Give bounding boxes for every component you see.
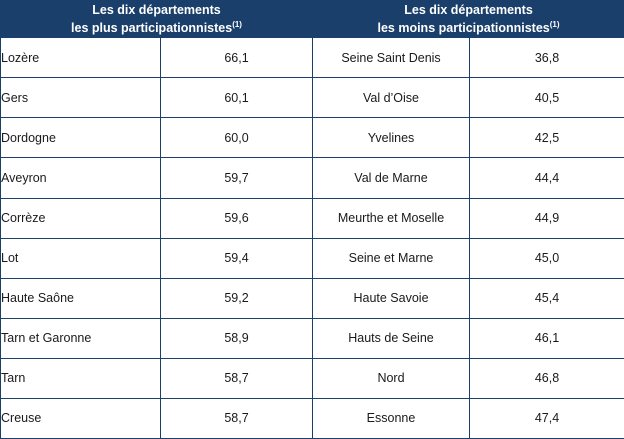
least-department-name: Val de Marne [313, 158, 470, 198]
most-department-name: Aveyron [1, 158, 161, 198]
most-department-name: Dordogne [1, 118, 161, 158]
least-department-value: 46,1 [470, 318, 624, 358]
table-header [1, 1, 624, 38]
most-department-name: Tarn [1, 358, 161, 398]
least-department-value: 47,4 [470, 398, 624, 438]
most-department-name: Creuse [1, 398, 161, 438]
least-department-name: Haute Savoie [313, 278, 470, 318]
table-row [1, 358, 624, 398]
least-department-name: Yvelines [313, 118, 470, 158]
most-department-name: Tarn et Garonne [1, 318, 161, 358]
most-department-name: Corrèze [1, 198, 161, 238]
most-department-name: Lot [1, 238, 161, 278]
least-department-name: Meurthe et Moselle [313, 198, 470, 238]
header-least-line2 [313, 19, 624, 37]
table-row [1, 198, 624, 238]
table-body [1, 38, 624, 439]
least-department-value: 40,5 [470, 78, 624, 118]
table-row [1, 278, 624, 318]
most-department-value: 59,7 [161, 158, 313, 198]
most-department-value: 58,7 [161, 358, 313, 398]
table-row [1, 38, 624, 78]
header-least-line2-text: les moins participationnistes [377, 21, 550, 36]
least-department-value: 45,0 [470, 238, 624, 278]
least-department-value: 42,5 [470, 118, 624, 158]
most-department-value: 59,4 [161, 238, 313, 278]
header-most-participationist [1, 1, 313, 38]
least-department-name: Seine et Marne [313, 238, 470, 278]
table-row [1, 78, 624, 118]
most-department-value: 58,9 [161, 318, 313, 358]
least-department-name: Essonne [313, 398, 470, 438]
least-department-value: 45,4 [470, 278, 624, 318]
header-most-line2 [1, 19, 312, 37]
header-least-participationist [313, 1, 624, 38]
least-department-name: Hauts de Seine [313, 318, 470, 358]
least-department-value: 36,8 [470, 38, 624, 78]
least-department-name: Val d’Oise [313, 78, 470, 118]
least-department-value: 44,4 [470, 158, 624, 198]
header-least-line1: Les dix départements [404, 3, 533, 17]
most-department-name: Haute Saône [1, 278, 161, 318]
most-department-name: Gers [1, 78, 161, 118]
table-row [1, 118, 624, 158]
least-department-name: Nord [313, 358, 470, 398]
most-department-value: 58,7 [161, 398, 313, 438]
least-department-value: 46,8 [470, 358, 624, 398]
header-most-line2-text: les plus participationnistes [71, 21, 233, 36]
most-department-value: 59,2 [161, 278, 313, 318]
table-row [1, 238, 624, 278]
most-department-value: 60,0 [161, 118, 313, 158]
most-department-value: 59,6 [161, 198, 313, 238]
header-most-line1: Les dix départements [92, 3, 221, 17]
table-row [1, 318, 624, 358]
most-department-value: 60,1 [161, 78, 313, 118]
header-least-footnote-marker: (1) [549, 19, 560, 29]
header-row [1, 1, 624, 38]
least-department-name: Seine Saint Denis [313, 38, 470, 78]
table-row [1, 158, 624, 198]
most-department-name: Lozère [1, 38, 161, 78]
most-department-value: 66,1 [161, 38, 313, 78]
table-row [1, 398, 624, 438]
least-department-value: 44,9 [470, 198, 624, 238]
header-most-footnote-marker: (1) [232, 19, 242, 29]
